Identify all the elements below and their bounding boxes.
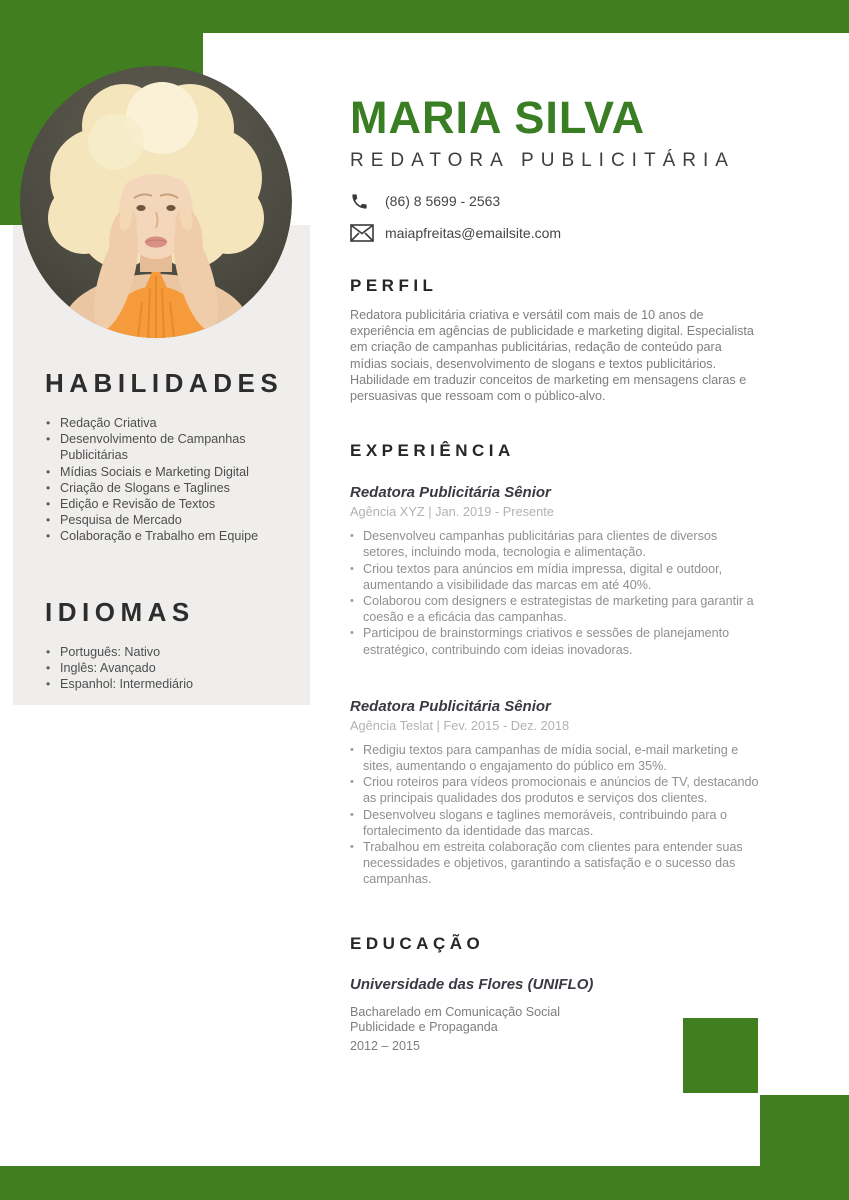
- skill-item: • Redação Criativa: [45, 415, 297, 431]
- profile-photo: [20, 66, 292, 338]
- experience-entry: [350, 698, 762, 888]
- education-years: 2012 – 2015: [350, 1039, 421, 1054]
- job-bullet: • Desenvolveu slogans e taglines memoráveis, contribuindo para o fortalecimento da identidade das marcas.: [350, 807, 762, 839]
- envelope-icon: [350, 223, 374, 243]
- job-bullet: • Trabalhou em estreita colaboração com clientes para entender suas necessidades e objetivos, garantindo a satisfação e o sucesso das campanhas.: [350, 839, 762, 888]
- job-bullet: • Participou de brainstormings criativos e sessões de planejamento estratégico, contribuindo com ideias inovadoras.: [350, 625, 762, 657]
- experience-entry: [350, 484, 762, 658]
- languages-section-title: IDIOMAS: [45, 596, 195, 627]
- phone-row: [350, 188, 762, 214]
- education-degree: Bacharelado em Comunicação Social: [350, 1004, 561, 1019]
- profile-section-title: PERFIL: [350, 276, 438, 295]
- profile-summary: Redatora publicitária criativa e versátil com mais de 10 anos de experiência em agências de publicidade e marketing digital. Especialista em criação de campanhas publicitárias, redação de conteúdo para mídias sociais, desenvolvimento de slogans e textos publicitários. Habilidade em traduzir conceitos de marketing em mensagens claras e persuasivas que ressoam com o público-alvo.: [350, 308, 754, 404]
- main-column: [350, 92, 762, 1055]
- language-item: • Inglês: Avançado: [45, 660, 297, 676]
- languages-list: [45, 644, 297, 693]
- skills-list: [45, 415, 297, 545]
- language-item: • Espanhol: Intermediário: [45, 676, 297, 692]
- skill-item: • Criação de Slogans e Taglines: [45, 480, 297, 496]
- job-bullet: • Colaborou com designers e estrategistas de marketing para garantir a coesão e a eficácia das campanhas.: [350, 593, 762, 625]
- job-title: Redatora Publicitária Sênior: [350, 484, 551, 502]
- experience-section-title: EXPERIÊNCIA: [350, 441, 515, 461]
- skill-item: • Desenvolvimento de Campanhas Publicitárias: [45, 431, 297, 463]
- language-item: • Português: Nativo: [45, 644, 297, 660]
- education-field: Publicidade e Propaganda: [350, 1020, 498, 1035]
- skill-item: • Pesquisa de Mercado: [45, 512, 297, 528]
- person-name: MARIA SILVA: [350, 92, 646, 143]
- portrait-illustration: [20, 66, 292, 338]
- job-bullet: • Redigiu textos para campanhas de mídia social, e-mail marketing e sites, aumentando o engajamento do público em 35%.: [350, 742, 762, 774]
- job-title: Redatora Publicitária Sênior: [350, 697, 551, 715]
- education-section-title: EDUCAÇÃO: [350, 933, 485, 953]
- job-bullet-list: [350, 742, 762, 888]
- bottom-green-band: [0, 1166, 849, 1200]
- job-company-dates: Agência Teslat | Fev. 2015 - Dez. 2018: [350, 717, 570, 733]
- skills-section-title: HABILIDADES: [45, 368, 284, 398]
- phone-number: (86) 8 5699 - 2563: [385, 193, 501, 209]
- sidebar: [45, 368, 297, 692]
- job-company-dates: Agência XYZ | Jan. 2019 - Presente: [350, 504, 554, 520]
- education-school: Universidade das Flores (UNIFLO): [350, 975, 594, 993]
- job-bullet-list: [350, 528, 762, 658]
- email-row: [350, 220, 762, 246]
- phone-icon: [350, 191, 374, 211]
- job-bullet: • Desenvolveu campanhas publicitárias para clientes de diversos setores, incluindo moda, tecnologia e alimentação.: [350, 528, 762, 560]
- skill-item: • Edição e Revisão de Textos: [45, 496, 297, 512]
- job-bullet: • Criou textos para anúncios em mídia impressa, digital e outdoor, aumentando a visibilidade das marcas em até 40%.: [350, 561, 762, 593]
- skill-item: • Mídias Sociais e Marketing Digital: [45, 464, 297, 480]
- job-role-subtitle: REDATORA PUBLICITÁRIA: [350, 150, 735, 171]
- email-address: maiapfreitas@emailsite.com: [385, 225, 562, 241]
- skill-item: • Colaboração e Trabalho em Equipe: [45, 528, 297, 544]
- bottom-green-square: [683, 1018, 758, 1093]
- contact-block: [350, 188, 762, 246]
- job-bullet: • Criou roteiros para vídeos promocionais e anúncios de TV, destacando as principais qualidades dos produtos e serviços dos clientes.: [350, 774, 762, 806]
